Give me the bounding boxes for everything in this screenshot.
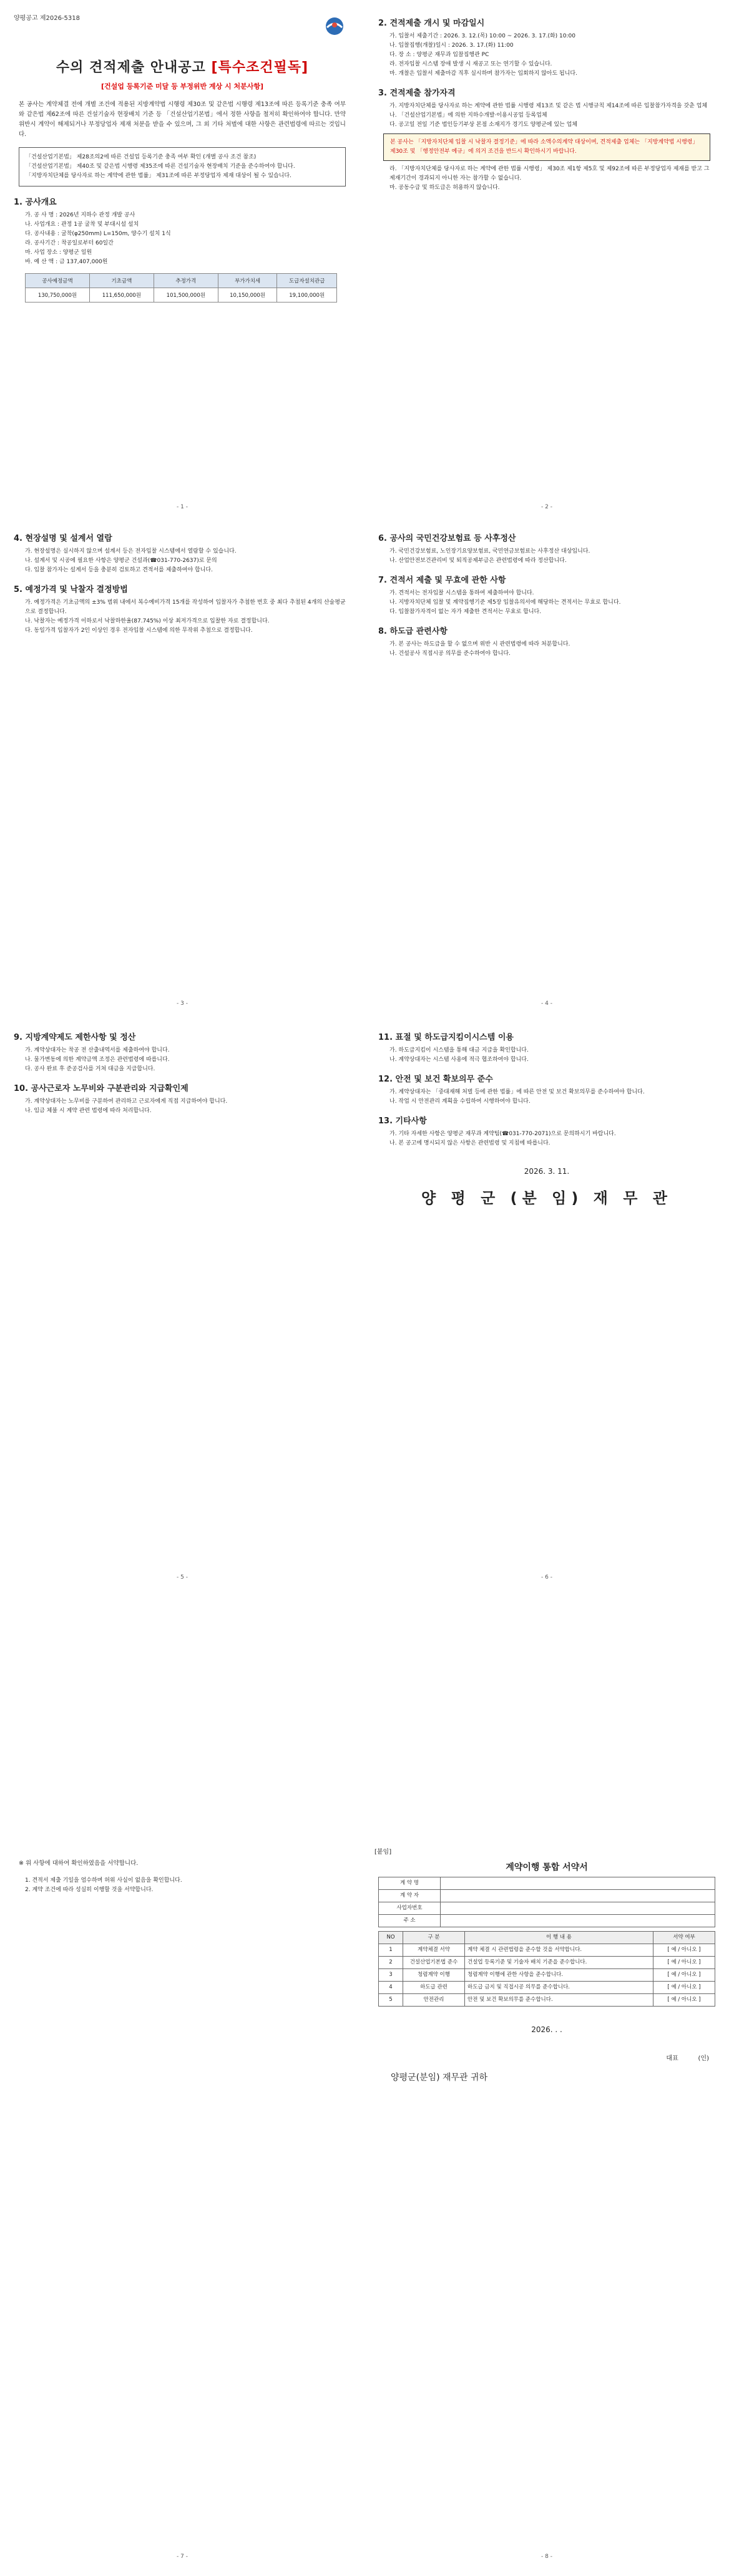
cost-header: 공사예정금액 (26, 274, 90, 288)
pledge-choice[interactable]: [ 예 / 아니오 ] (653, 1969, 715, 1982)
page-number: - 1 - (177, 504, 188, 510)
cost-value: 130,750,000원 (26, 288, 90, 303)
pledge-line: 1. 견적서 제출 기일을 엄수하며 허위 사실이 없음을 확인합니다. (25, 1877, 182, 1884)
labor-line: 나. 임금 체불 시 계약 관련 법령에 따라 처리합니다. (25, 1108, 152, 1114)
table-row: 3 청렴계약 이행 청렴계약 이행에 관한 사항을 준수합니다. [ 예 / 아니오 ] (379, 1969, 715, 1982)
table-row: 2 건설산업기본법 준수 건설업 등록기준 및 기술자 배치 기준을 준수합니다. [ 예 / 아니오 ] (379, 1957, 715, 1969)
award-line: 다. 동일가격 입찰자가 2인 이상인 경우 전자입찰 시스템에 의한 무작위 추첨으로 결정합니다. (25, 627, 253, 634)
insurance-line: 가. 국민건강보험료, 노인장기요양보험료, 국민연금보험료는 사후정산 대상입니다. (389, 548, 590, 554)
col-header: 이 행 내 용 (465, 1932, 653, 1944)
section-heading: 6. 공사의 국민건강보험료 등 사후정산 (378, 534, 516, 543)
eligibility-line: 다. 공고일 전일 기준 법인등기부상 본점 소재지가 경기도 양평군에 있는 업체 (389, 122, 577, 128)
table-row: 5 안전관리 안전 및 보건 확보의무를 준수합니다. [ 예 / 아니오 ] (379, 1994, 715, 2007)
table-row: 4 하도급 관련 하도급 금지 및 직접시공 의무를 준수합니다. [ 예 / 아니오 ] (379, 1982, 715, 1994)
submission-line: 가. 견적서는 전자입찰 시스템을 통하여 제출하여야 합니다. (389, 590, 534, 596)
section-heading: 12. 안전 및 보건 확보의무 준수 (378, 1075, 493, 1084)
recipient-org: 양평군(분임) 재무관 귀하 (391, 2073, 488, 2083)
notice-date: 2026. 3. 11. (524, 1167, 570, 1176)
contractor-info-table (378, 1877, 715, 1927)
page-1 (7, 9, 357, 514)
schedule-line: 라. 전자입찰 시스템 장애 발생 시 재공고 또는 연기할 수 있습니다. (389, 61, 552, 67)
section-heading: 1. 공사개요 (14, 198, 57, 207)
award-line: 나. 낙찰자는 예정가격 이하로서 낙찰하한율(87.745%) 이상 최저가격으로 입찰한 자로 결정합니다. (25, 618, 270, 624)
cost-header: 부가가치세 (218, 274, 277, 288)
page-number: - 7 - (177, 2554, 188, 2560)
section-heading: 11. 표절 및 하도급지킴이시스템 이용 (378, 1033, 514, 1042)
monitor-line: 나. 계약상대자는 시스템 사용에 적극 협조하여야 합니다. (389, 1057, 529, 1063)
page-4 (372, 524, 722, 1010)
intro-text: 본 공사는 계약체결 전에 개별 조건에 적용된 지방계약법 시행령 제30조 및 같은법 시행령 제13조에 따른 등록기준 충족 여부와 같은법 제62조에 따른 건설기술자 현장배치 기준 등 「건설산업기본법」에서 정한 사항을 철저히 확인하여야 합니다. 만약 위반시 계약이 해제되거나 부정당업자 제재 처분을 받을 수 있으며, 그 외 기타 처벌에 대한 사항은 관련법령에 따르는 것입니다. (19, 101, 346, 138)
page-8 (372, 1846, 722, 2564)
settlement-line: 다. 공사 완료 후 준공검사를 거쳐 대금을 지급합니다. (25, 1066, 155, 1072)
section-heading: 4. 현장설명 및 설계서 열람 (14, 534, 112, 543)
attachment-label: [붙임] (374, 1849, 392, 1856)
form-title: 계약이행 통합 서약서 (506, 1862, 588, 1872)
section-heading: 3. 견적제출 참가자격 (378, 89, 456, 98)
insurance-line: 나. 산업안전보건관리비 및 퇴직공제부금은 관련법령에 따라 정산합니다. (389, 558, 567, 564)
section-heading: 7. 견적서 제출 및 무효에 관한 사항 (378, 576, 506, 585)
overview-line: 라. 공사기간 : 착공일로부터 60일간 (25, 240, 114, 246)
page-2 (372, 9, 722, 514)
subcontract-line: 가. 본 공사는 하도급을 할 수 없으며 위반 시 관련법령에 따라 처분합니다. (389, 641, 570, 647)
pledge-note: ※ 위 사항에 대하여 확인하였음을 서약합니다. (19, 1860, 139, 1867)
field-label: 주 소 (379, 1915, 441, 1927)
col-header: NO (379, 1932, 403, 1944)
issuer-name: 양 평 군 (분 임) 재 무 관 (421, 1189, 672, 1207)
cost-value: 19,100,000원 (277, 288, 337, 303)
page-number: - 3 - (177, 1000, 188, 1007)
cost-value: 10,150,000원 (218, 288, 277, 303)
schedule-line: 나. 입찰집행(개찰)일시 : 2026. 3. 17.(화) 11:00 (389, 42, 514, 49)
page-number: - 4 - (541, 1000, 552, 1007)
safety-line: 가. 계약상대자는 「중대재해 처벌 등에 관한 법률」에 따른 안전 및 보건 확보의무를 준수하여야 합니다. (389, 1089, 645, 1095)
section-heading: 9. 지방계약제도 제한사항 및 정산 (14, 1033, 136, 1042)
section-heading: 13. 기타사항 (378, 1116, 427, 1126)
labor-line: 가. 계약상대자는 노무비를 구분하여 관리하고 근로자에게 직접 지급하여야 합니다. (25, 1098, 228, 1105)
overview-line: 마. 사업 장소 : 양평군 일원 (25, 249, 92, 256)
pledge-line: 2. 계약 조건에 따라 성실히 이행할 것을 서약합니다. (25, 1887, 154, 1893)
requirement-item: 「건설산업기본법」 제28조의2에 따른 건설업 등록기준 충족 여부 확인 (개별 공사 조건 참조) (26, 154, 257, 160)
eligibility-notice-box (383, 133, 710, 161)
page-3 (7, 524, 357, 1010)
form-date: 2026. . . (531, 2025, 562, 2034)
eligibility-line: 마. 공동수급 및 하도급은 허용하지 않습니다. (389, 185, 500, 191)
overview-line: 다. 공사내용 : 굴착(φ250mm) L=150m, 양수기 설치 1식 (25, 231, 171, 237)
signature-area (372, 2053, 709, 2062)
eligibility-line: 가. 지방자치단체를 당사자로 하는 계약에 관한 법률 시행령 제13조 및 같은 법 시행규칙 제14조에 따른 입찰참가자격을 갖춘 업체 (389, 103, 708, 109)
notice-text: 본 공사는 「지방자치단체 입찰 시 낙찰자 결정기준」에 따라 소액수의계약 대상이며, 견적제출 업체는 「지방계약법 시행령」 제30조 및 「행정안전부 예규」에 의거 조건을 반드시 확인하시기 바랍니다. (390, 139, 698, 155)
seal-mark: (인) (698, 2055, 709, 2062)
field-value[interactable] (441, 1877, 715, 1890)
safety-line: 나. 작업 시 안전관리 계획을 수립하여 시행하여야 합니다. (389, 1098, 531, 1105)
signature-label: 대표 (666, 2055, 678, 2062)
cost-table (25, 273, 337, 303)
table-row: 1 계약체결 서약 계약 체결 시 관련법령을 준수할 것을 서약합니다. [ 예 / 아니오 ] (379, 1944, 715, 1957)
settlement-line: 가. 계약상대자는 착공 전 산출내역서를 제출하여야 합니다. (25, 1047, 170, 1053)
cost-header: 기초금액 (89, 274, 154, 288)
pledge-choice[interactable]: [ 예 / 아니오 ] (653, 1944, 715, 1957)
title-tag: [특수조건필독] (211, 60, 309, 75)
page-number: - 2 - (541, 504, 552, 510)
eligibility-line: 나. 「건설산업기본법」에 의한 지하수개발·이용시공업 등록업체 (389, 112, 547, 119)
page-number: - 8 - (541, 2554, 552, 2560)
site-line: 가. 현장설명은 실시하지 않으며 설계서 등은 전자입찰 시스템에서 열람할 수 있습니다. (25, 548, 237, 554)
site-line: 나. 설계서 및 시공에 필요한 사항은 양평군 건설과(☎031-770-2637)로 문의 (25, 558, 217, 564)
title-main: 수의 견적제출 안내공고 (56, 60, 206, 75)
field-value[interactable] (441, 1890, 715, 1902)
cost-value: 101,500,000원 (154, 288, 218, 303)
requirement-item: 「건설산업기본법」 제40조 및 같은법 시행령 제35조에 따른 건설기술자 현장배치 기준을 준수하여야 합니다. (26, 163, 295, 170)
pledge-table (378, 1931, 715, 2007)
field-label: 사업자번호 (379, 1902, 441, 1915)
site-line: 다. 입찰 참가자는 설계서 등을 충분히 검토하고 견적서를 제출하여야 합니다. (25, 567, 213, 573)
page-number: - 6 - (541, 1574, 552, 1581)
subcontract-line: 나. 건설공사 직접시공 의무를 준수하여야 합니다. (389, 651, 511, 657)
county-logo-icon (321, 14, 348, 41)
misc-line: 가. 기타 자세한 사항은 양평군 재무과 계약팀(☎031-770-2071)으로 문의하시기 바랍니다. (389, 1131, 616, 1137)
section-heading: 5. 예정가격 및 낙찰자 결정방법 (14, 585, 128, 594)
cost-header: 도급자설치관급 (277, 274, 337, 288)
cost-header: 추정가격 (154, 274, 218, 288)
field-label: 계 약 자 (379, 1890, 441, 1902)
schedule-line: 가. 입찰서 제출기간 : 2026. 3. 12.(목) 10:00 ~ 2026. 3. 17.(화) 10:00 (389, 33, 575, 39)
notice-subtitle: [건설업 등록기준 미달 등 부정위반 계상 시 처분사항] (100, 82, 263, 90)
col-header: 서약 여부 (653, 1932, 715, 1944)
pledge-choice[interactable]: [ 예 / 아니오 ] (653, 1982, 715, 1994)
monitor-line: 가. 하도급지킴이 시스템을 통해 대금 지급을 확인합니다. (389, 1047, 529, 1053)
schedule-line: 다. 장 소 : 양평군 재무과 입찰집행관 PC (389, 52, 489, 58)
doc-number: 양평공고 제2026-5318 (14, 15, 80, 22)
overview-line: 나. 사업개요 : 관정 1공 굴착 및 부대시설 설치 (25, 221, 139, 228)
section-heading: 10. 공사근로자 노무비와 구분관리와 지급확인제 (14, 1084, 188, 1093)
pledge-choice[interactable]: [ 예 / 아니오 ] (653, 1994, 715, 2007)
overview-line: 가. 공 사 명 : 2026년 지하수 관정 개발 공사 (25, 212, 135, 218)
pledge-choice[interactable]: [ 예 / 아니오 ] (653, 1957, 715, 1969)
submission-line: 다. 입찰참가자격이 없는 자가 제출한 견적서는 무효로 합니다. (389, 609, 542, 615)
field-value[interactable] (441, 1915, 715, 1927)
schedule-line: 마. 개찰은 입찰서 제출마감 직후 실시하며 참가자는 입회하지 않아도 됩니다. (389, 70, 577, 77)
cost-value: 111,650,000원 (89, 288, 154, 303)
page-7 (7, 1846, 357, 2564)
misc-line: 나. 본 공고에 명시되지 않은 사항은 관련법령 및 지침에 따릅니다. (389, 1140, 550, 1146)
col-header: 구 분 (403, 1932, 465, 1944)
requirements-box (19, 147, 346, 186)
award-line: 가. 예정가격은 기초금액의 ±3% 범위 내에서 복수예비가격 15개를 작성하여 입찰자가 추첨한 번호 중 최다 추첨된 4개의 산술평균으로 결정합니다. (25, 599, 346, 615)
section-heading: 8. 하도급 관련사항 (378, 627, 448, 636)
field-value[interactable] (441, 1902, 715, 1915)
eligibility-line: 라. 「지방자치단체를 당사자로 하는 계약에 관한 법률 시행령」 제30조 제1항 제5호 및 제92조에 따른 부정당업자 제재를 받고 그 제재기간이 경과되지 아니한 자는 참가할 수 없습니다. (389, 166, 710, 182)
page-6 (372, 1023, 722, 1584)
field-label: 계 약 명 (379, 1877, 441, 1890)
requirement-item: 「지방자치단체를 당사자로 하는 계약에 관한 법률」 제31조에 따른 부정당업자 제재 대상이 될 수 있습니다. (26, 173, 291, 179)
settlement-line: 나. 물가변동에 의한 계약금액 조정은 관련법령에 따릅니다. (25, 1057, 170, 1063)
section-heading: 2. 견적제출 개시 및 마감일시 (378, 19, 485, 28)
notice-title (7, 57, 357, 76)
page-5 (7, 1023, 357, 1584)
submission-line: 나. 지방자치단체 입찰 및 계약집행기준 제5장 입찰유의서에 해당하는 견적서는 무효로 합니다. (389, 599, 621, 606)
page-number: - 5 - (177, 1574, 188, 1581)
overview-line: 바. 예 산 액 : 금 137,407,000원 (25, 259, 108, 265)
